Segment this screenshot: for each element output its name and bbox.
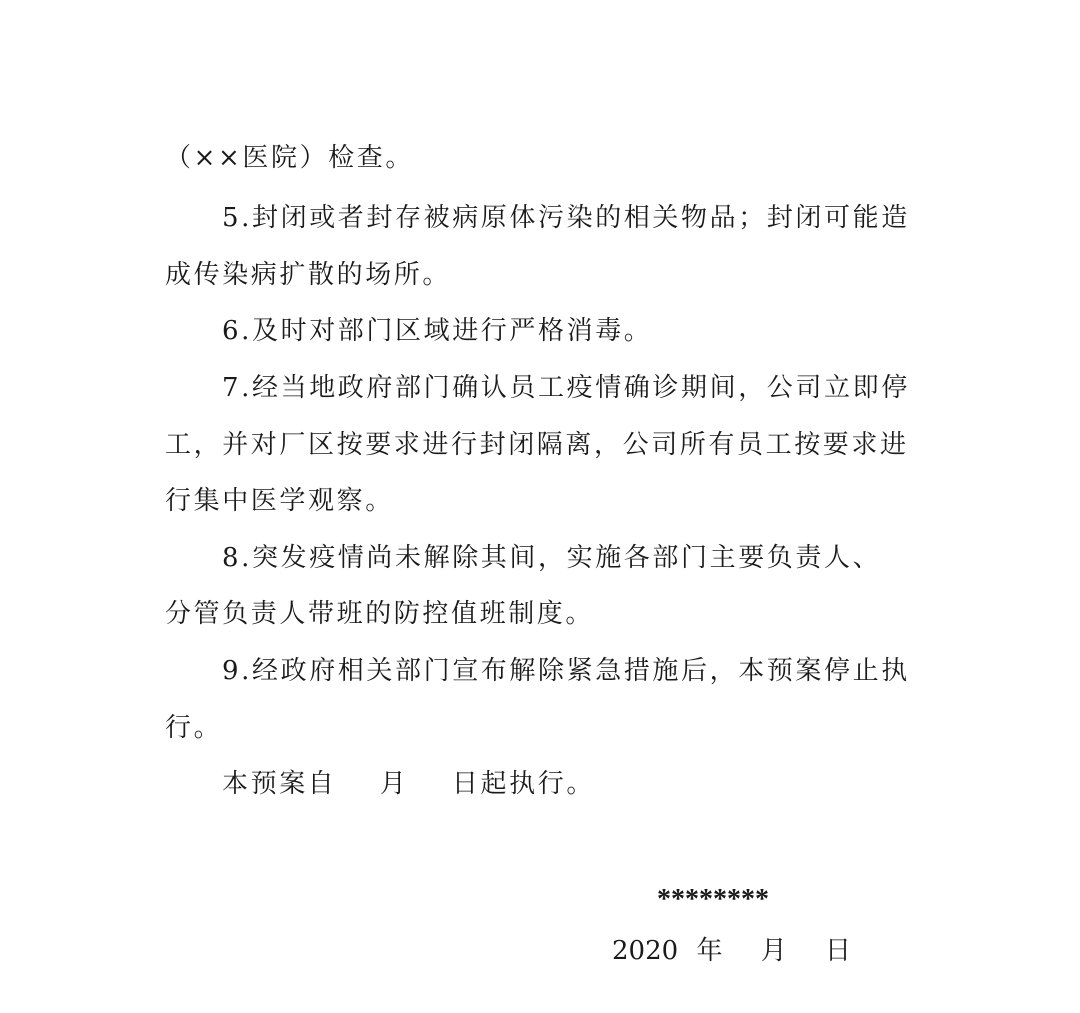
item-5-line-1: 5.封闭或者封存被病原体污染的相关物品；封闭可能造 xyxy=(222,203,910,233)
date-day-unit: 日 xyxy=(825,936,852,966)
date-month-unit: 月 xyxy=(760,936,787,966)
date-year: 2020 xyxy=(612,936,679,966)
item-9-line-2: 行。 xyxy=(165,713,223,743)
item-7-line-3: 行集中医学观察。 xyxy=(165,486,394,516)
item-9-line-1: 9.经政府相关部门宣布解除紧急措施后，本预案停止执 xyxy=(222,656,910,686)
item-6-line-1: 6.及时对部门区域进行严格消毒。 xyxy=(222,316,653,346)
text-line: （××医院）检查。 xyxy=(165,143,414,173)
effective-date-line: 本预案自 月 日起执行。 xyxy=(222,769,595,799)
signature: ******** xyxy=(657,884,769,915)
item-8-line-2: 分管负责人带班的防控值班制度。 xyxy=(165,599,595,629)
date-year-unit: 年 xyxy=(696,936,723,966)
item-5-line-2: 成传染病扩散的场所。 xyxy=(165,260,452,290)
date-line xyxy=(612,934,851,968)
item-8-line-1: 8.突发疫情尚未解除其间，实施各部门主要负责人、 xyxy=(222,543,882,573)
item-7-line-2: 工，并对厂区按要求进行封闭隔离，公司所有员工按要求进 xyxy=(165,430,909,460)
item-7-line-1: 7.经当地政府部门确认员工疫情确诊期间，公司立即停 xyxy=(222,373,910,403)
